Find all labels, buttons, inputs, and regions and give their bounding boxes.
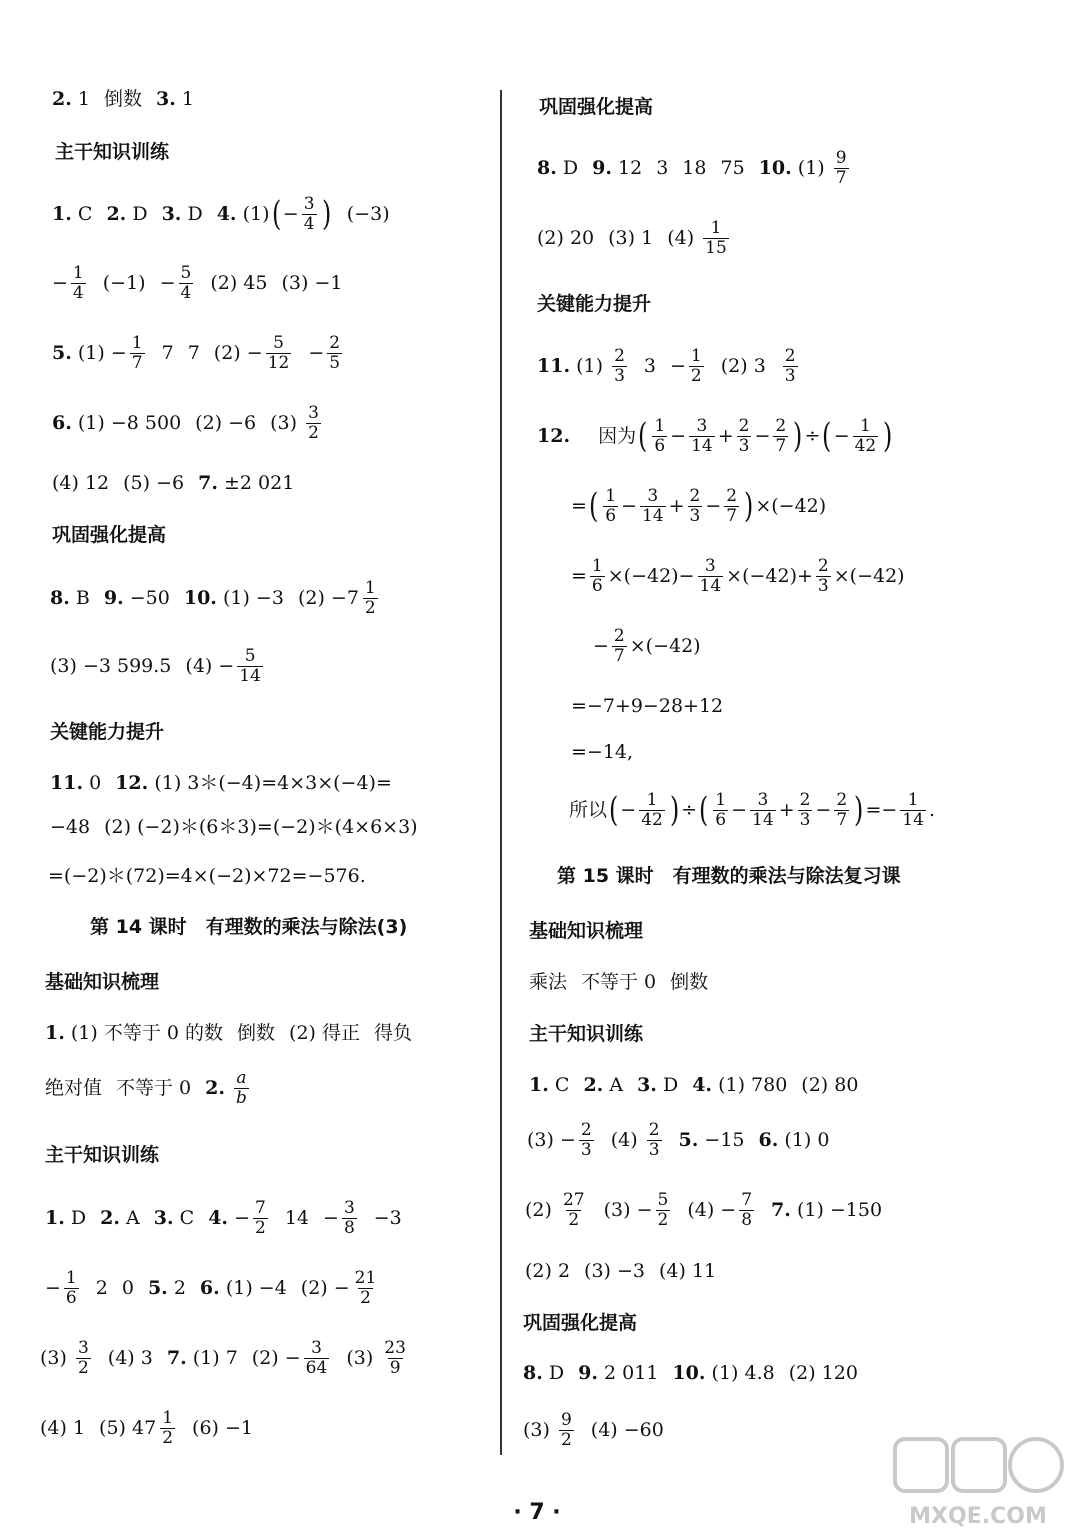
answer-line: − $\frac{2}{7}$ ×(−42) [593,626,701,666]
paren: ) [793,416,803,457]
item-number: 3. [161,203,182,226]
page-number: · 7 · [513,1500,561,1525]
column-divider [500,90,502,1455]
answer-text: 2 [95,1277,108,1300]
part-label: (3) [523,1419,550,1442]
part-label: (1) [797,157,825,180]
fraction: $\frac{27}{2}$ [562,1190,585,1230]
answer-text: 14 [284,1207,310,1230]
fraction: $\frac{3}{4}$ [303,194,315,234]
fraction: $\frac{1}{14}$ [902,790,924,830]
part-label: (1) [77,342,105,365]
item-number: 4. [208,1207,229,1230]
fraction: $\frac{2}{3}$ [648,1120,660,1160]
item-number: 9. [103,587,124,610]
item-number: 9. [592,157,612,180]
part-label: (2) [525,1199,552,1222]
fraction: $\frac{7}{2}$ [255,1198,266,1238]
section-heading: 主干知识训练 [529,1023,644,1045]
answer-text: (4) 12 [52,472,110,494]
answer-text: =(−2)＊(72)=4×(−2)×72=−576. [48,865,366,887]
answer-text: C [179,1207,195,1230]
fraction: $\frac{9}{2}$ [560,1410,572,1450]
item-number: 3. [156,88,176,110]
answer-line [45,1070,252,1108]
answer-text: D [70,1207,87,1230]
fraction: $\frac{23}{9}$ [384,1338,406,1378]
item-number: 1. [45,1022,65,1044]
paren: ) [669,790,680,831]
fraction: $\frac{3}{14}$ [691,416,713,456]
fraction: $\frac{2}{3}$ [799,790,811,830]
paren: ( [638,416,648,457]
part-label: (2) [251,1347,279,1370]
part-label: (1) [242,203,270,226]
item-number: 8. [50,587,70,610]
item-number: 11. [537,355,571,378]
fraction: $\frac{1}{2}$ [162,1408,174,1448]
answer-line: 1. C 2. D 3. D 4. (1) ( − $\frac{3}{4}$ ) (−3) [52,194,390,235]
fraction: $\frac{3}{8}$ [343,1198,355,1238]
fraction: $\frac{3}{14}$ [641,486,664,526]
answer-line: (3) − $\frac{2}{3}$ (4) $\frac{2}{3}$ 5. −15 6. (1) 0 [527,1120,830,1160]
item-number: 2. [100,1207,120,1230]
part-label: (5) [99,1417,126,1440]
answer-text: (3) −3 [584,1260,646,1282]
fraction: $\frac{1}{6}$ [605,486,617,526]
answer-text: C [554,1074,570,1096]
section-heading: 基础知识梳理 [529,920,644,942]
section-heading: 关键能力提升 [50,721,165,743]
fraction: $\frac{3}{14}$ [699,556,722,596]
fraction: $\frac{1}{6}$ [65,1268,77,1308]
part-label: (2) [213,342,241,365]
answer-text: −15 [704,1129,745,1152]
answer-text: D [562,157,579,180]
answer-text: (−1) [102,272,146,295]
item-number: 10. [672,1362,706,1384]
fraction: $\frac{5}{4}$ [180,263,192,303]
answer-text: A [609,1074,624,1096]
answer-line: 所以 ( − $\frac{1}{42}$ ) ÷ ( $\frac{1}{6}$ − $\frac{3}{14}$ + $\frac{2}{3}$ − $\frac{2}{7}$ ) =− $\frac{1}{14}$ . [569,790,935,831]
fraction: $\frac{2}{7}$ [775,416,787,456]
item-number: 12. [537,425,571,448]
paren: ( [271,194,281,235]
answer-line [50,818,418,837]
answer-line: 11. (1) $\frac{2}{3}$ 3 − $\frac{1}{2}$ (2) 3 $\frac{2}{3}$ [537,346,796,386]
part-label: (4) [185,655,213,678]
answer-line [52,90,194,109]
answer-text: (2) 20 [537,227,595,250]
fraction: $\frac{1}{42}$ [854,416,877,456]
answer-text: 倒数 [103,88,142,110]
answer-text: (2) 120 [788,1362,858,1384]
answer-text: 0 [89,772,102,794]
fraction: $\frac{3}{64}$ [305,1338,328,1378]
fraction: $\frac{3}{2}$ [308,403,319,443]
lesson-title: 第 15 课时 有理数的乘法与除法复习课 [557,865,901,887]
answer-text: 因为 [598,425,637,448]
fraction: $\frac{1}{6}$ [591,556,603,596]
answer-line [48,867,366,886]
answer-text: ×(−42)+ [726,565,813,588]
fraction: $\frac{21}{2}$ [354,1268,377,1308]
fraction: $\frac{1}{2}$ [690,346,702,386]
item-number: 6. [758,1129,779,1152]
item-number: 4. [692,1074,713,1096]
part-label: (3) [603,1199,631,1222]
item-number: 2. [205,1077,225,1100]
fraction: $\frac{2}{7}$ [836,790,848,830]
item-number: 12. [115,772,149,794]
answer-text: D [132,203,148,226]
answer-text: (2) (−2)＊(6＊3)=(−2)＊(4×6×3) [104,816,418,838]
fraction: $\frac{2}{3}$ [784,346,796,386]
answer-line [45,1024,412,1043]
answer-text: 倒数 [670,971,709,993]
fraction: $\frac{7}{8}$ [741,1190,753,1230]
answer-line [523,1412,664,1450]
answer-text: (4) 1 [40,1417,86,1440]
answer-text: (1) 780 [718,1074,788,1096]
watermark-text: MXQE.COM [909,1504,1047,1529]
item-number: 1. [45,1207,65,1230]
answer-text: (2) 得正 [289,1022,360,1044]
part-label: (2) [300,1277,328,1300]
answer-text: D [548,1362,565,1384]
answer-text: (4) −60 [590,1419,664,1442]
answer-text: (4) 11 [659,1260,717,1282]
answer-text: (2) 80 [801,1074,859,1096]
answer-line: =−14, [571,741,634,763]
item-number: 3. [153,1207,174,1230]
answer-line [525,1262,716,1281]
fraction: $\frac{1}{15}$ [705,218,727,258]
fraction: $\frac{2}{3}$ [817,556,829,596]
fraction: $\frac{2}{7}$ [613,626,625,666]
answer-text: C [77,203,93,226]
fraction: $\frac{5}{14}$ [239,646,261,686]
answer-text: (1) −4 [225,1277,287,1300]
answer-text: ×(−42) [833,565,905,588]
item-number: 3. [637,1074,657,1096]
answer-line: = ( $\frac{1}{6}$ − $\frac{3}{14}$ + $\frac{2}{3}$ − $\frac{2}{7}$ ) ×(−42) [571,486,827,527]
part-label: (3) [270,412,298,435]
answer-text: (1) 0 [784,1129,830,1152]
answer-text: 绝对值 [45,1077,103,1100]
answer-text: (1) 4.8 [711,1362,775,1384]
answer-text: (2) −6 [195,412,257,435]
fraction: $\frac{2}{3}$ [738,416,750,456]
answer-text: ×(−42) [755,495,827,518]
part-label: (3) [527,1129,554,1152]
answer-text: 1 [181,88,194,110]
section-heading: 巩固强化提高 [539,96,654,118]
answer-text: (1) −8 500 [77,412,182,435]
fraction: $\frac{2}{3}$ [580,1120,592,1160]
fraction: $\frac{1}{2}$ [364,578,376,618]
paren: ) [854,790,864,831]
answer-text: (1) 7 [192,1347,238,1370]
answer-text: 18 [682,157,707,180]
fraction: $\frac{2}{5}$ [329,333,341,373]
answer-text: 7 [161,342,174,365]
answer-line [50,580,381,618]
answer-line: 12. 因为 ( $\frac{1}{6}$ − $\frac{3}{14}$ + $\frac{2}{3}$ − $\frac{2}{7}$ ) ÷ ( − $\frac{1}{42}$ ) [537,416,893,457]
answer-line: (2) $\frac{27}{2}$ (3) − $\frac{5}{2}$ (4) − $\frac{7}{8}$ 7. (1) −150 [525,1190,883,1230]
answer-line: − $\frac{1}{6}$ 2 0 5. 2 6. (1) −4 (2) − $\frac{21}{2}$ [45,1268,377,1308]
answer-text: (2) 45 [210,272,268,295]
item-number: 2. [106,203,127,226]
paren: ( [699,790,709,831]
answer-text: A [126,1207,140,1230]
answer-text: (3) 1 [608,227,654,250]
answer-text: ×(−42) [629,635,701,658]
item-number: 5. [147,1277,168,1300]
item-number: 8. [523,1362,543,1384]
item-number: 2. [583,1074,604,1096]
section-heading: 主干知识训练 [55,141,170,163]
fraction: $\frac{5}{12}$ [267,333,290,373]
part-label: (3) [40,1347,67,1370]
answer-text: ×(−42)− [607,565,695,588]
part-label: (3) [346,1347,374,1370]
item-number: 2. [52,88,72,110]
paren: ( [609,790,619,831]
fraction: $\frac{1}{6}$ [715,790,727,830]
answer-line: =−7+9−28+12 [571,695,724,717]
answer-text: ±2 021 [224,472,295,494]
answer-text: (5) −6 [123,472,185,494]
item-number: 7. [166,1347,187,1370]
lesson-title: 第 14 课时 有理数的乘法与除法(3) [90,916,408,938]
watermark-logo [891,1435,1066,1530]
answer-text: (1) −3 [222,587,284,610]
answer-text: (−3) [346,203,390,226]
answer-text: 得负 [374,1022,413,1044]
fraction: $\frac{3}{2}$ [77,1338,89,1378]
answer-text: (2) 3 [720,355,766,378]
part-label: (4) [687,1199,715,1222]
part-label: (4) [667,227,695,250]
fraction: $\frac{a}{b}$ [236,1068,247,1108]
fraction: $\frac{1}{42}$ [641,790,663,830]
item-number: 7. [198,472,218,494]
answer-text: 所以 [569,799,608,822]
answer-text: 乘法 [529,971,568,993]
section-heading: 基础知识梳理 [45,971,160,993]
paren: ) [321,194,331,235]
answer-line: (3) −3 599.5 (4) − $\frac{5}{14}$ [50,646,261,686]
answer-text: −3 [373,1207,402,1230]
item-number: 6. [52,412,72,435]
item-number: 1. [529,1074,549,1096]
fraction: $\frac{1}{7}$ [131,333,143,373]
answer-text: 倒数 [237,1022,276,1044]
item-number: 5. [52,342,72,365]
item-number: 11. [50,772,84,794]
section-heading: 巩固强化提高 [52,524,167,546]
answer-text: −50 [129,587,170,610]
part-label: (2) [297,587,325,610]
part-label: (4) [610,1129,638,1152]
paren: ( [822,416,832,457]
answer-text: 不等于 0 [116,1077,192,1100]
answer-text: −48 [50,816,91,838]
answer-text: 0 [121,1277,134,1300]
answer-text: 1 [77,88,90,110]
paren: ( [588,486,599,527]
answer-text: (4) 3 [107,1347,153,1370]
answer-text: 7 [187,342,200,365]
answer-line: − $\frac{1}{4}$ (−1) − $\frac{5}{4}$ (2) 45 (3) −1 [52,263,343,303]
item-number: 7. [771,1199,791,1222]
part-label: (1) [576,355,604,378]
answer-text: 3 [643,355,656,378]
fraction: $\frac{1}{6}$ [654,416,666,456]
item-number: 5. [678,1129,699,1152]
fraction: $\frac{3}{14}$ [752,790,774,830]
answer-line [537,220,732,258]
answer-text: (1) 不等于 0 的数 [70,1022,224,1044]
item-number: 6. [199,1277,220,1300]
item-number: 4. [216,203,237,226]
fraction: $\frac{9}{7}$ [835,148,847,188]
answer-line [40,1410,253,1448]
item-number: 1. [52,203,72,226]
answer-text: (1) 3＊(−4)=4×3×(−4)= [154,772,392,794]
fraction: $\frac{1}{4}$ [72,263,84,303]
item-number: 10. [758,157,792,180]
fraction: $\frac{2}{3}$ [614,346,625,386]
fraction: $\frac{2}{3}$ [689,486,701,526]
answer-text: 47 [132,1417,157,1440]
answer-text: 3 [656,157,669,180]
answer-text: (3) −1 [281,272,343,295]
answer-text: B [75,587,90,610]
answer-line [529,973,708,992]
answer-line [529,1076,858,1095]
answer-text: 2 011 [604,1362,659,1384]
fraction: $\frac{5}{2}$ [657,1190,669,1230]
answer-line: 5. (1) − $\frac{1}{7}$ 7 7 (2) − $\frac{5}{12}$ − $\frac{2}{5}$ [52,333,341,373]
fraction: $\frac{2}{7}$ [726,486,738,526]
answer-text: (2) 2 [525,1260,571,1282]
answer-line [50,774,392,793]
section-heading: 巩固强化提高 [523,1312,638,1334]
answer-line [52,474,294,493]
answer-line: 1. D 2. A 3. C 4. − $\frac{7}{2}$ 14 − $\frac{3}{8}$ −3 [45,1198,402,1238]
answer-line [537,150,852,188]
answer-text: 不等于 0 [581,971,657,993]
answer-text: D [187,203,203,226]
answer-line: = $\frac{1}{6}$ ×(−42)− $\frac{3}{14}$ ×(−42)+ $\frac{2}{3}$ ×(−42) [571,556,905,596]
answer-text: (1) −150 [796,1199,883,1222]
paren: ) [883,416,893,457]
answer-text: D [662,1074,679,1096]
section-heading: 主干知识训练 [45,1144,160,1166]
item-number: 10. [183,587,217,610]
answer-line [52,405,324,443]
answer-text: (6) −1 [192,1417,253,1440]
item-number: 8. [537,157,557,180]
answer-line: (3) $\frac{3}{2}$ (4) 3 7. (1) 7 (2) − $\frac{3}{64}$ (3) $\frac{23}{9}$ [40,1338,406,1378]
paren: ) [744,486,754,527]
answer-text: 2 [173,1277,186,1300]
item-number: 9. [578,1362,598,1384]
answer-line [523,1364,858,1383]
answer-text: −7 [330,587,359,610]
answer-text: (3) −3 599.5 [50,655,172,678]
section-heading: 关键能力提升 [537,293,652,315]
answer-text: 75 [720,157,745,180]
answer-text: 12 [618,157,643,180]
